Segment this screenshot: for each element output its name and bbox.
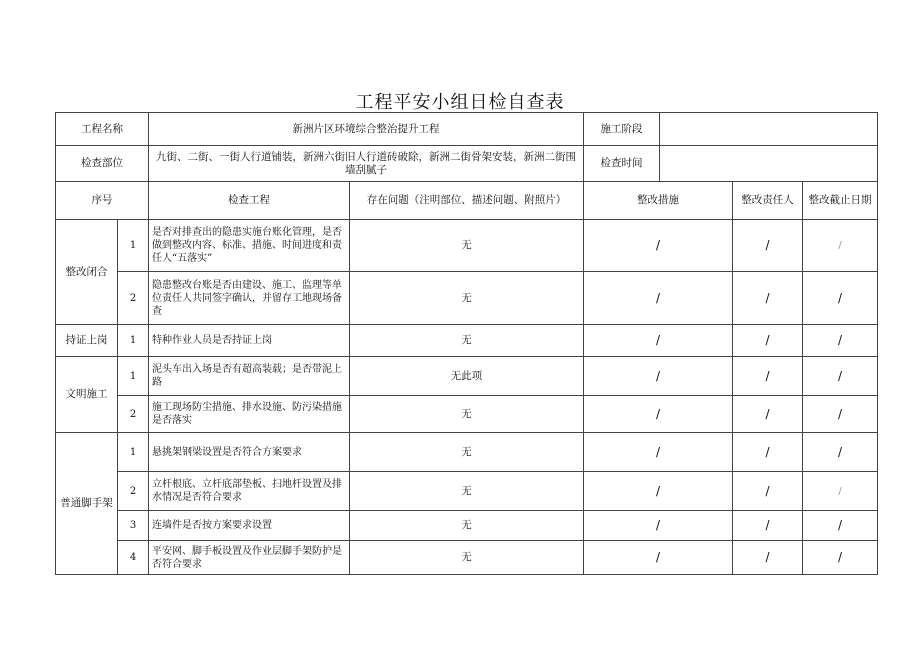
project-name-value: 新洲片区环境综合整治提升工程 xyxy=(149,113,584,146)
check-item: 悬挑架钢梁设置是否符合方案要求 xyxy=(149,433,350,472)
issue-cell: 无 xyxy=(350,325,584,357)
header-person: 整改责任人 xyxy=(733,182,803,220)
table-row xyxy=(56,433,878,472)
deadline-cell: / xyxy=(803,325,878,357)
location-label: 检查部位 xyxy=(56,146,149,182)
row-number: 2 xyxy=(118,472,149,511)
deadline-cell: / xyxy=(803,511,878,541)
header-seq: 序号 xyxy=(56,182,149,220)
person-cell: / xyxy=(733,541,803,575)
deadline-cell: / xyxy=(803,357,878,396)
check-item: 泥头车出入场是否有超高装载；是否带泥上路 xyxy=(149,357,350,396)
form-title: 工程平安小组日检自查表 xyxy=(355,92,565,113)
person-cell: / xyxy=(733,357,803,396)
check-item: 是否对排查出的隐患实施台账化管理，是否做到整改内容、标准、措施、时间进度和责任人“五落实” xyxy=(149,220,350,272)
person-cell: / xyxy=(733,472,803,511)
info-row-location xyxy=(56,146,878,182)
issue-cell: 无 xyxy=(350,220,584,272)
stage-label: 施工阶段 xyxy=(584,113,660,146)
check-item: 平安网、脚手板设置及作业层脚手架防护是否符合要求 xyxy=(149,541,350,575)
deadline-cell: / xyxy=(803,396,878,433)
row-number: 1 xyxy=(118,325,149,357)
table-row xyxy=(56,357,878,396)
row-number: 4 xyxy=(118,541,149,575)
row-number: 3 xyxy=(118,511,149,541)
issue-cell: 无 xyxy=(350,433,584,472)
table-row xyxy=(56,325,878,357)
measure-cell: / xyxy=(584,272,733,325)
person-cell: / xyxy=(733,511,803,541)
measure-cell: / xyxy=(584,357,733,396)
deadline-cell: / xyxy=(803,541,878,575)
table-row xyxy=(56,272,878,325)
table-row xyxy=(56,541,878,575)
measure-cell: / xyxy=(584,220,733,272)
time-value xyxy=(660,146,878,182)
category-cell: 整改闭合 xyxy=(56,220,118,325)
row-number: 2 xyxy=(118,396,149,433)
measure-cell: / xyxy=(584,396,733,433)
category-cell: 文明施工 xyxy=(56,357,118,433)
deadline-cell: / xyxy=(803,433,878,472)
person-cell: / xyxy=(733,325,803,357)
check-item: 隐患整改台账是否由建设、施工、监理等单位责任人共同签字确认，并留存工地现场备查 xyxy=(149,272,350,325)
deadline-cell: / xyxy=(803,272,878,325)
deadline-cell: / xyxy=(803,220,878,272)
table-row xyxy=(56,220,878,272)
check-item: 立杆根底、立杆底部垫板、扫地杆设置及排水情况是否符合要求 xyxy=(149,472,350,511)
info-row-project xyxy=(56,113,878,146)
header-measure: 整改措施 xyxy=(584,182,733,220)
issue-cell: 无此项 xyxy=(350,357,584,396)
measure-cell: / xyxy=(584,511,733,541)
table-row xyxy=(56,396,878,433)
table-row xyxy=(56,472,878,511)
header-item: 检查工程 xyxy=(149,182,350,220)
person-cell: / xyxy=(733,272,803,325)
header-row xyxy=(56,182,878,220)
table-row xyxy=(56,511,878,541)
row-number: 1 xyxy=(118,220,149,272)
row-number: 1 xyxy=(118,357,149,396)
issue-cell: 无 xyxy=(350,472,584,511)
row-number: 1 xyxy=(118,433,149,472)
check-item: 连墙件是否按方案要求设置 xyxy=(149,511,350,541)
person-cell: / xyxy=(733,433,803,472)
check-item: 特种作业人员是否持证上岗 xyxy=(149,325,350,357)
person-cell: / xyxy=(733,220,803,272)
check-item: 施工现场防尘措施、排水设施、防污染措施是否落实 xyxy=(149,396,350,433)
issue-cell: 无 xyxy=(350,396,584,433)
issue-cell: 无 xyxy=(350,511,584,541)
measure-cell: / xyxy=(584,541,733,575)
category-cell: 普通脚手架 xyxy=(56,433,118,575)
project-name-label: 工程名称 xyxy=(56,113,149,146)
stage-value xyxy=(660,113,878,146)
issue-cell: 无 xyxy=(350,272,584,325)
location-value: 九街、二街、一街人行道铺装，新洲六街旧人行道砖破除，新洲二街骨架安装，新洲二街围墙刮腻子 xyxy=(149,146,584,182)
measure-cell: / xyxy=(584,433,733,472)
inspection-table xyxy=(55,112,878,575)
header-issue: 存在问题（注明部位、描述问题、附照片） xyxy=(350,182,584,220)
measure-cell: / xyxy=(584,325,733,357)
category-cell: 持证上岗 xyxy=(56,325,118,357)
person-cell: / xyxy=(733,396,803,433)
measure-cell: / xyxy=(584,472,733,511)
row-number: 2 xyxy=(118,272,149,325)
issue-cell: 无 xyxy=(350,541,584,575)
header-deadline: 整改截止日期 xyxy=(803,182,878,220)
deadline-cell: / xyxy=(803,472,878,511)
time-label: 检查时间 xyxy=(584,146,660,182)
